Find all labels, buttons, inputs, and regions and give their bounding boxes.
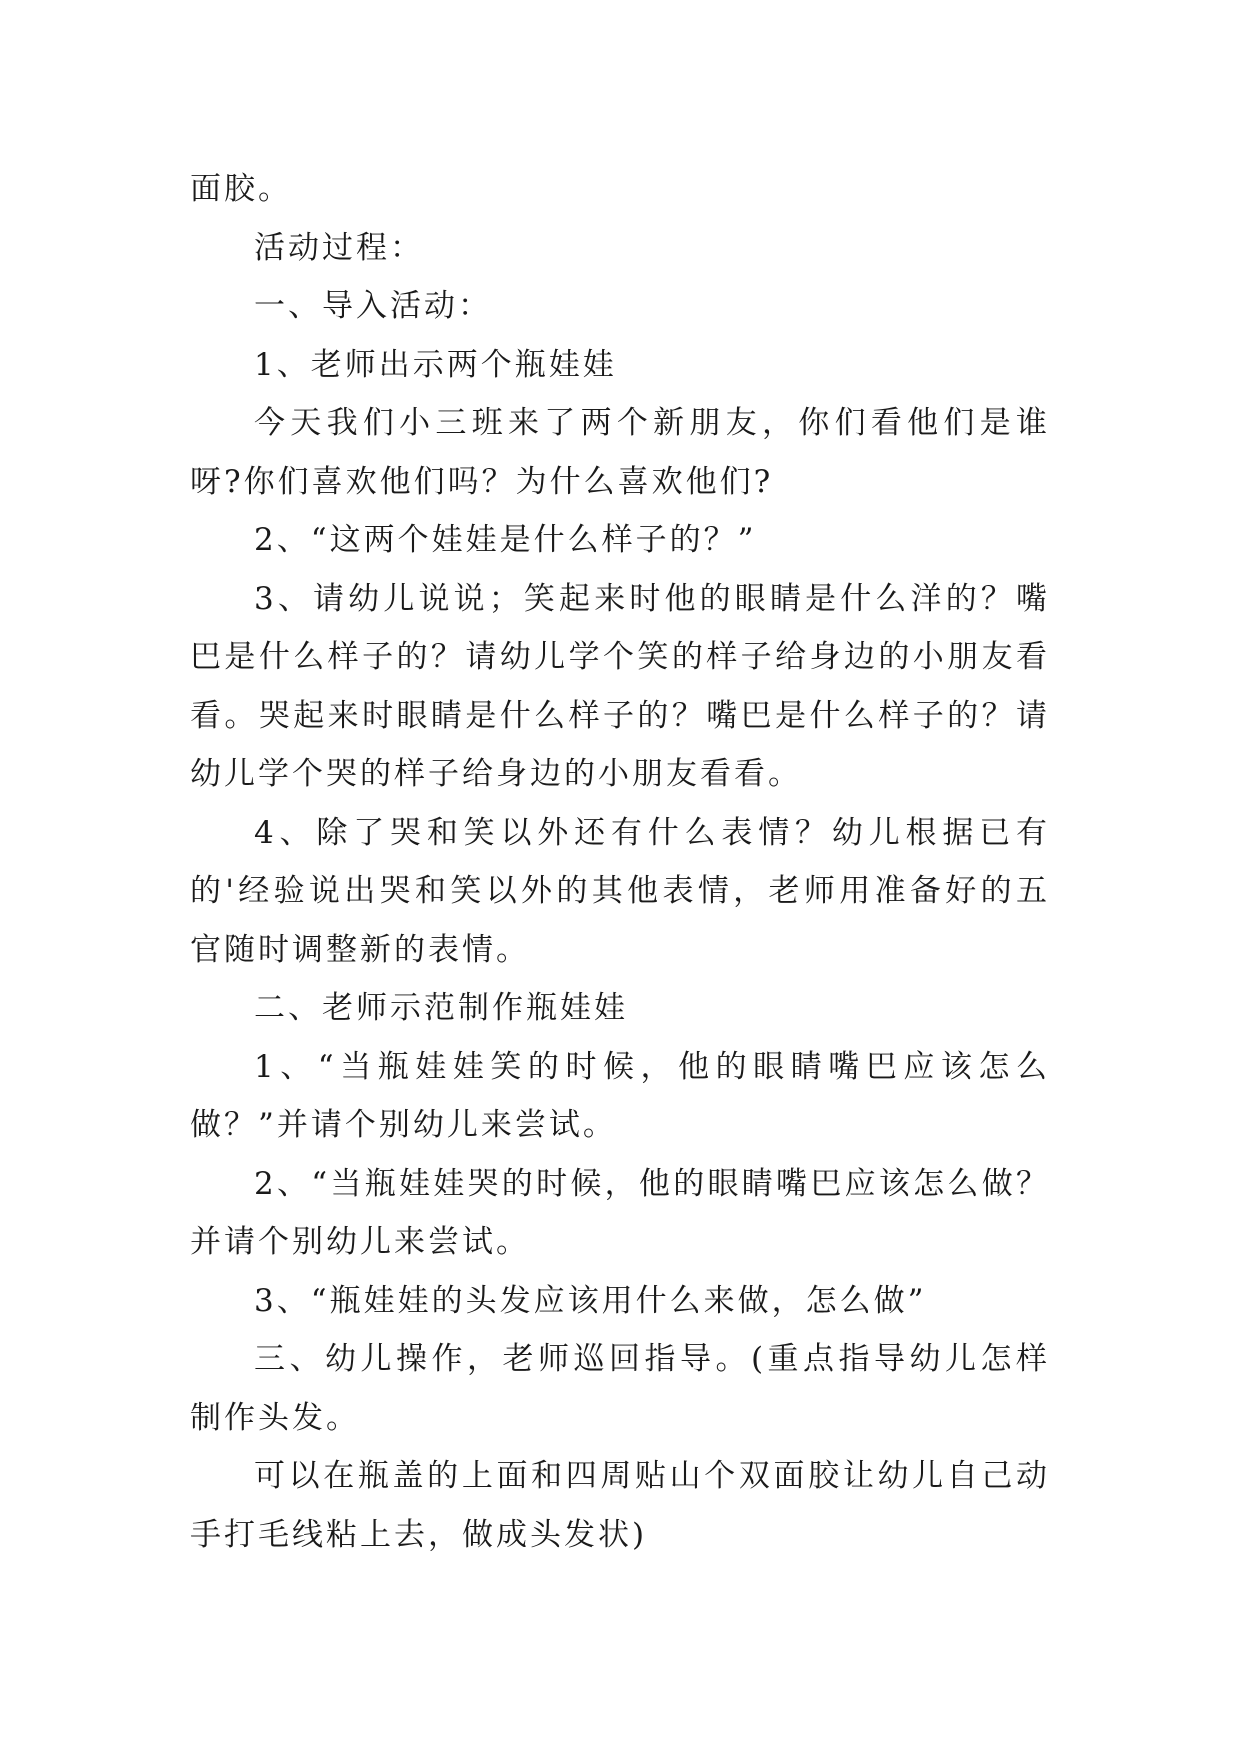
step-2-2: 2、“当瓶娃娃哭的时候，他的眼睛嘴巴应该怎么做？并请个别幼儿来尝试。 — [190, 1165, 1050, 1260]
document-body — [190, 160, 1050, 1564]
step-1-3: 3、请幼儿说说；笑起来时他的眼睛是什么洋的？嘴巴是什么样子的？请幼儿学个笑的样子给身边的小朋友看看。哭起来时眼睛是什么样子的？嘴巴是什么样子的？请幼儿学个哭的样子给身边的小朋友看看。 — [190, 580, 1050, 792]
heading-section-two: 二、老师示范制作瓶娃娃 — [254, 990, 628, 1026]
step-2-3: 3、“瓶娃娃的头发应该用什么来做，怎么做” — [254, 1282, 927, 1319]
paragraph-continuation: 面胶。 — [190, 171, 292, 207]
heading-activity-process: 活动过程： — [254, 229, 424, 266]
step-2-1: 1、“当瓶娃娃笑的时候，他的眼睛嘴巴应该怎么做？”并请个别幼儿来尝试。 — [190, 1048, 1050, 1143]
step-1-2: 2、“这两个娃娃是什么样子的？” — [254, 522, 757, 558]
heading-section-three: 三、幼儿操作，老师巡回指导。(重点指导幼儿怎样制作头发。 — [190, 1341, 1050, 1436]
paragraph-hair-method: 可以在瓶盖的上面和四周贴山个双面胶让幼儿自己动手打毛线粘上去，做成头发状) — [190, 1458, 1050, 1553]
step-1-1: 1、老师出示两个瓶娃娃 — [254, 346, 617, 383]
paragraph-intro-friends: 今天我们小三班来了两个新朋友，你们看他们是谁呀?你们喜欢他们吗？为什么喜欢他们? — [190, 405, 1050, 500]
step-1-4: 4、除了哭和笑以外还有什么表情？幼儿根据已有的'经验说出哭和笑以外的其他表情，老师用准备好的五官随时调整新的表情。 — [190, 814, 1050, 968]
heading-section-one: 一、导入活动： — [254, 288, 492, 324]
